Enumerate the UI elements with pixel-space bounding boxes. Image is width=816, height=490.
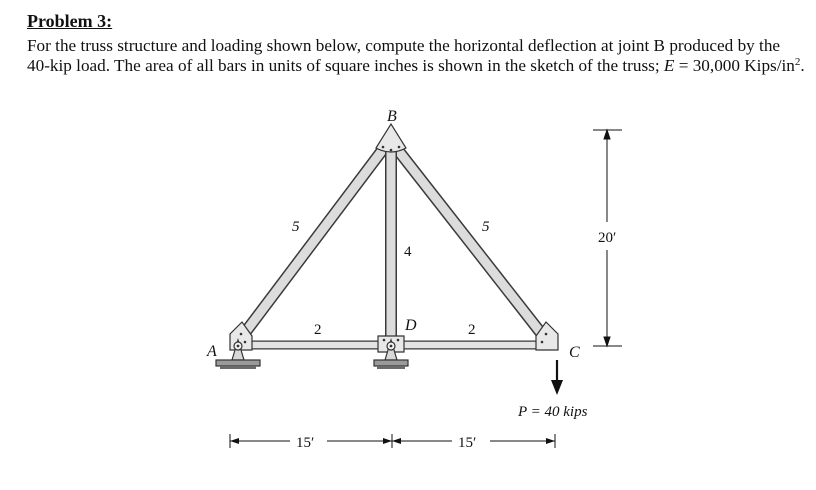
truss-bars: [238, 140, 548, 345]
modulus-exponent: 2: [794, 56, 801, 68]
span-dimensions: [230, 434, 555, 448]
area-label-ab: 5: [292, 219, 300, 235]
area-label-bd: 4: [404, 244, 412, 260]
statement-main: For the truss structure and loading shown below, compute the horizontal deflection at joint B produced by the 40-kip load. The area of all bars in units of square inches is shown in the sketch of the truss;: [27, 36, 781, 75]
left-span-label: 15′: [296, 435, 315, 451]
problem-title: Problem 3:: [27, 11, 113, 31]
statement-end: .: [800, 56, 805, 75]
joint-label-a: A: [207, 343, 217, 360]
area-label-dc: 2: [468, 322, 476, 338]
gusset-b: [376, 124, 406, 152]
joint-label-d: D: [405, 317, 417, 334]
joint-label-b: B: [387, 108, 397, 125]
height-dimension-label: 20′: [598, 230, 617, 246]
modulus-value: = 30,000 Kips/in: [674, 56, 795, 75]
area-label-bc: 5: [482, 219, 490, 235]
load-arrow: [551, 360, 563, 395]
load-label: P = 40 kips: [518, 404, 588, 420]
bar-ab: [238, 140, 390, 342]
modulus-symbol: E: [663, 56, 675, 75]
bar-bc: [390, 140, 548, 342]
area-label-ad: 2: [314, 322, 322, 338]
right-span-label: 15′: [458, 435, 477, 451]
joint-label-c: C: [569, 344, 580, 361]
